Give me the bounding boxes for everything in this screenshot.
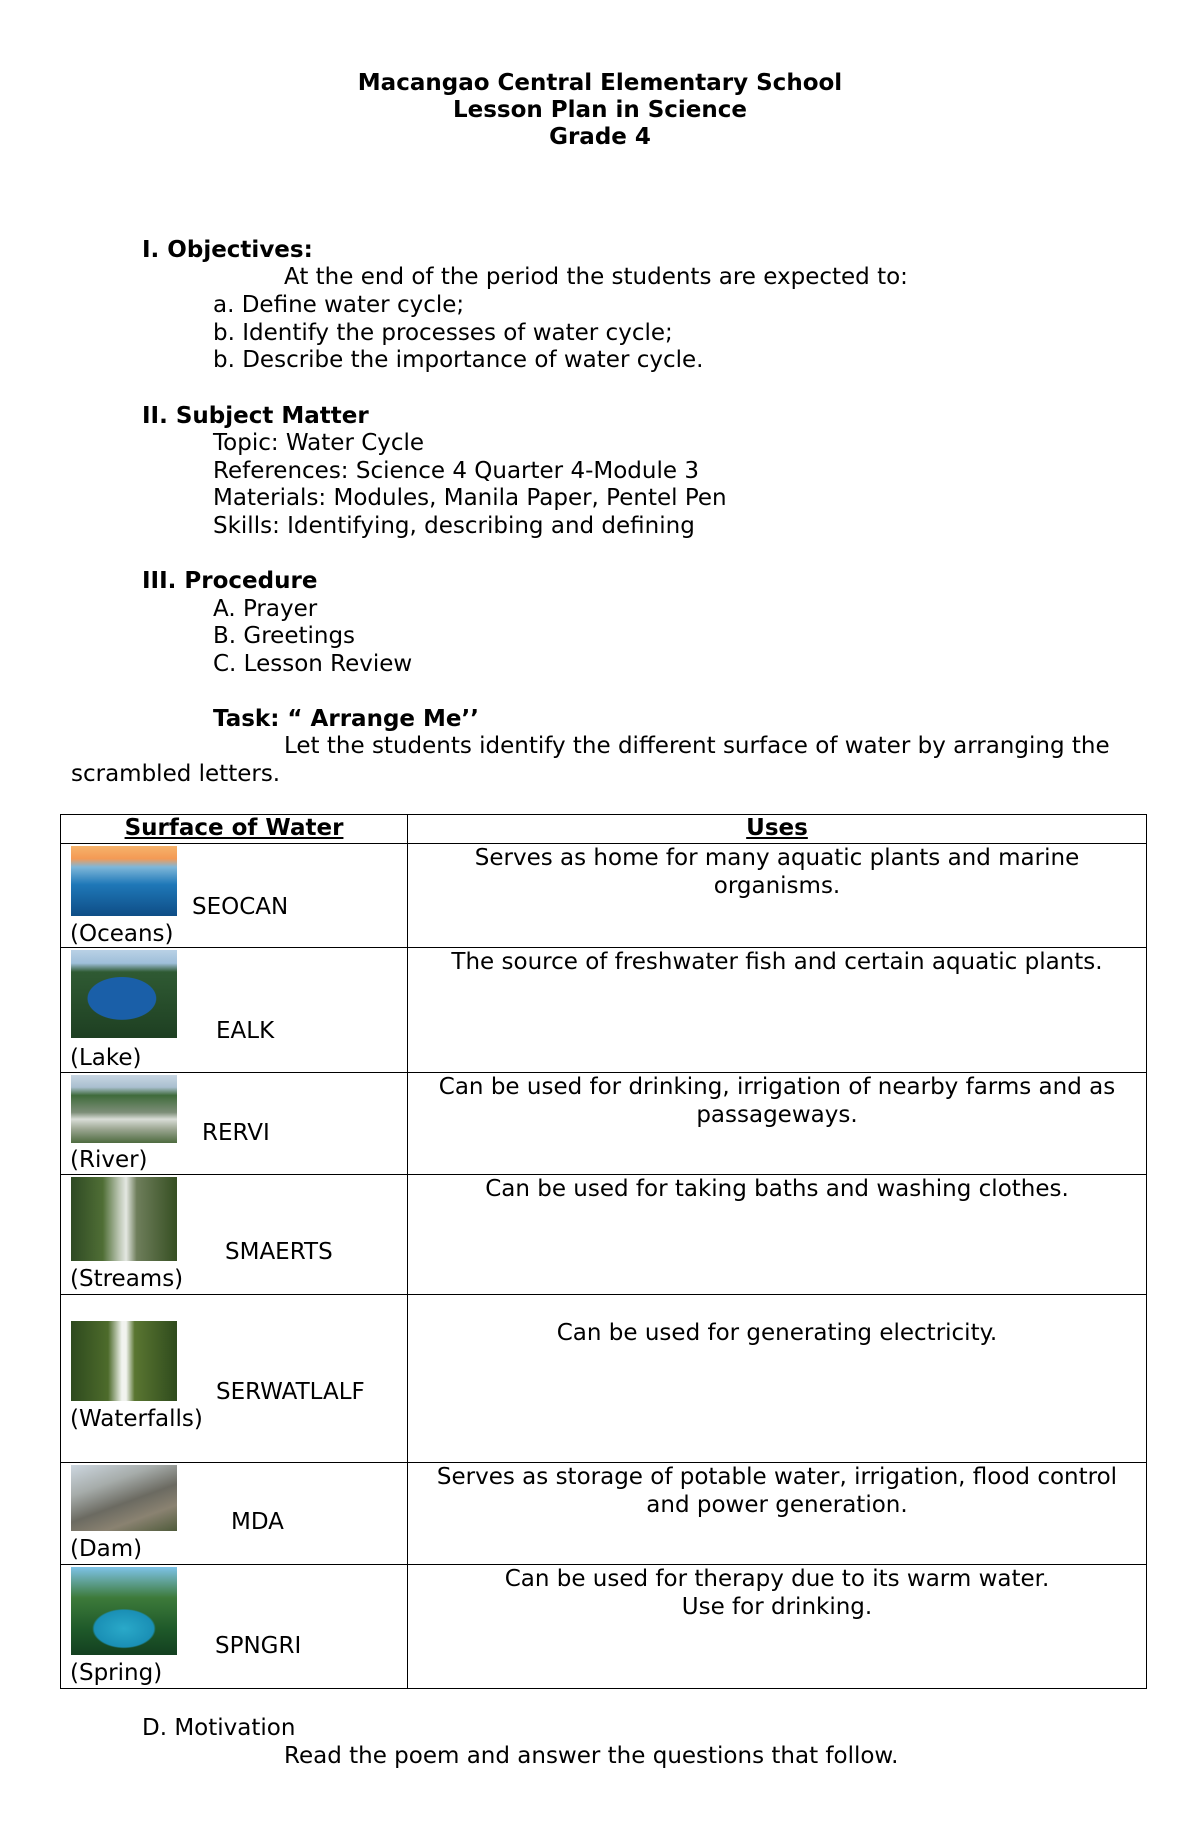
objective-item: a. Define water cycle; [213, 292, 465, 318]
table-header-row [61, 815, 1147, 844]
references-line: References: Science 4 Quarter 4-Module 3 [213, 458, 699, 484]
surface-cell [61, 1174, 408, 1294]
motivation-instruction: Read the poem and answer the questions that follow. [284, 1743, 899, 1769]
answer-label: (Spring) [70, 1659, 163, 1686]
task-instruction-line2: scrambled letters. [71, 761, 281, 787]
task-title: Task: “ Arrange Me’’ [213, 706, 479, 732]
surface-cell [61, 1072, 408, 1174]
scrambled-word: SPNGRI [215, 1632, 302, 1659]
surface-cell [61, 1294, 408, 1462]
objectives-intro: At the end of the period the students are expected to: [284, 264, 908, 290]
scrambled-word: MDA [231, 1508, 284, 1535]
uses-cell [408, 1294, 1147, 1462]
procedure-item: A. Prayer [213, 596, 318, 622]
table-row [61, 1072, 1147, 1174]
uses-line: Serves as home for many aquatic plants and marine [474, 844, 1080, 871]
uses-line: Can be used for drinking, irrigation of nearby farms and as [438, 1073, 1116, 1100]
objectives-heading: I. Objectives: [142, 237, 313, 263]
table-row [61, 1174, 1147, 1294]
motivation-heading: D. Motivation [142, 1715, 296, 1741]
task-instruction-line1: Let the students identify the different surface of water by arranging the [284, 733, 1110, 759]
surface-cell [61, 1564, 408, 1688]
scrambled-word: SMAERTS [225, 1238, 333, 1265]
surface-cell [61, 1462, 408, 1564]
uses-cell [408, 1462, 1147, 1564]
school-name: Macangao Central Elementary School [357, 70, 843, 96]
scrambled-word: RERVI [202, 1119, 270, 1146]
scrambled-word: EALK [216, 1017, 275, 1044]
answer-label: (Dam) [70, 1535, 143, 1562]
column-header-surface: Surface of Water [61, 815, 408, 844]
plan-title: Lesson Plan in Science [452, 97, 747, 123]
stream-photo [71, 1177, 177, 1261]
uses-line: Can be used for generating electricity. [556, 1319, 998, 1346]
river-photo [71, 1075, 177, 1143]
answer-label: (Waterfalls) [70, 1405, 203, 1432]
scrambled-word: SERWATLALF [216, 1378, 365, 1405]
objective-item: b. Describe the importance of water cycle. [213, 347, 704, 373]
grade-level: Grade 4 [549, 124, 651, 150]
objective-item: b. Identify the processes of water cycle; [213, 320, 673, 346]
uses-line: Serves as storage of potable water, irrigation, flood control [436, 1463, 1118, 1490]
subject-matter-heading: II. Subject Matter [142, 403, 369, 429]
uses-line: Use for drinking. [681, 1593, 873, 1620]
answer-label: (Streams) [70, 1265, 184, 1292]
spring-photo [71, 1567, 177, 1655]
uses-cell [408, 1174, 1147, 1294]
table-row [61, 843, 1147, 947]
table-row [61, 1564, 1147, 1688]
answer-label: (River) [70, 1146, 148, 1173]
uses-cell [408, 1072, 1147, 1174]
surface-of-water-table [60, 814, 1147, 1689]
surface-cell [61, 947, 408, 1072]
column-header-uses: Uses [408, 815, 1147, 844]
uses-cell [408, 947, 1147, 1072]
uses-line: The source of freshwater fish and certain aquatic plants. [451, 948, 1103, 975]
procedure-item: C. Lesson Review [213, 651, 413, 677]
answer-label: (Oceans) [70, 920, 174, 947]
procedure-heading: III. Procedure [142, 568, 318, 594]
answer-label: (Lake) [70, 1044, 142, 1071]
table-row [61, 947, 1147, 1072]
uses-cell [408, 843, 1147, 947]
uses-line: Can be used for therapy due to its warm water. [504, 1565, 1050, 1592]
uses-line: Can be used for taking baths and washing clothes. [485, 1175, 1069, 1202]
lake-photo [71, 950, 177, 1038]
table-row [61, 1462, 1147, 1564]
document-header [0, 70, 1200, 151]
surface-cell [61, 843, 408, 947]
uses-cell [408, 1564, 1147, 1688]
waterfall-photo [71, 1321, 177, 1401]
uses-line: organisms. [713, 872, 841, 899]
uses-line: and power generation. [646, 1491, 908, 1518]
scrambled-word: SEOCAN [192, 893, 289, 920]
dam-photo [71, 1465, 177, 1531]
table-row [61, 1294, 1147, 1462]
topic-line: Topic: Water Cycle [213, 430, 425, 456]
procedure-item: B. Greetings [213, 623, 356, 649]
skills-line: Skills: Identifying, describing and defining [213, 513, 695, 539]
uses-line: passageways. [696, 1101, 858, 1128]
ocean-photo [71, 846, 177, 916]
materials-line: Materials: Modules, Manila Paper, Pentel Pen [213, 485, 727, 511]
